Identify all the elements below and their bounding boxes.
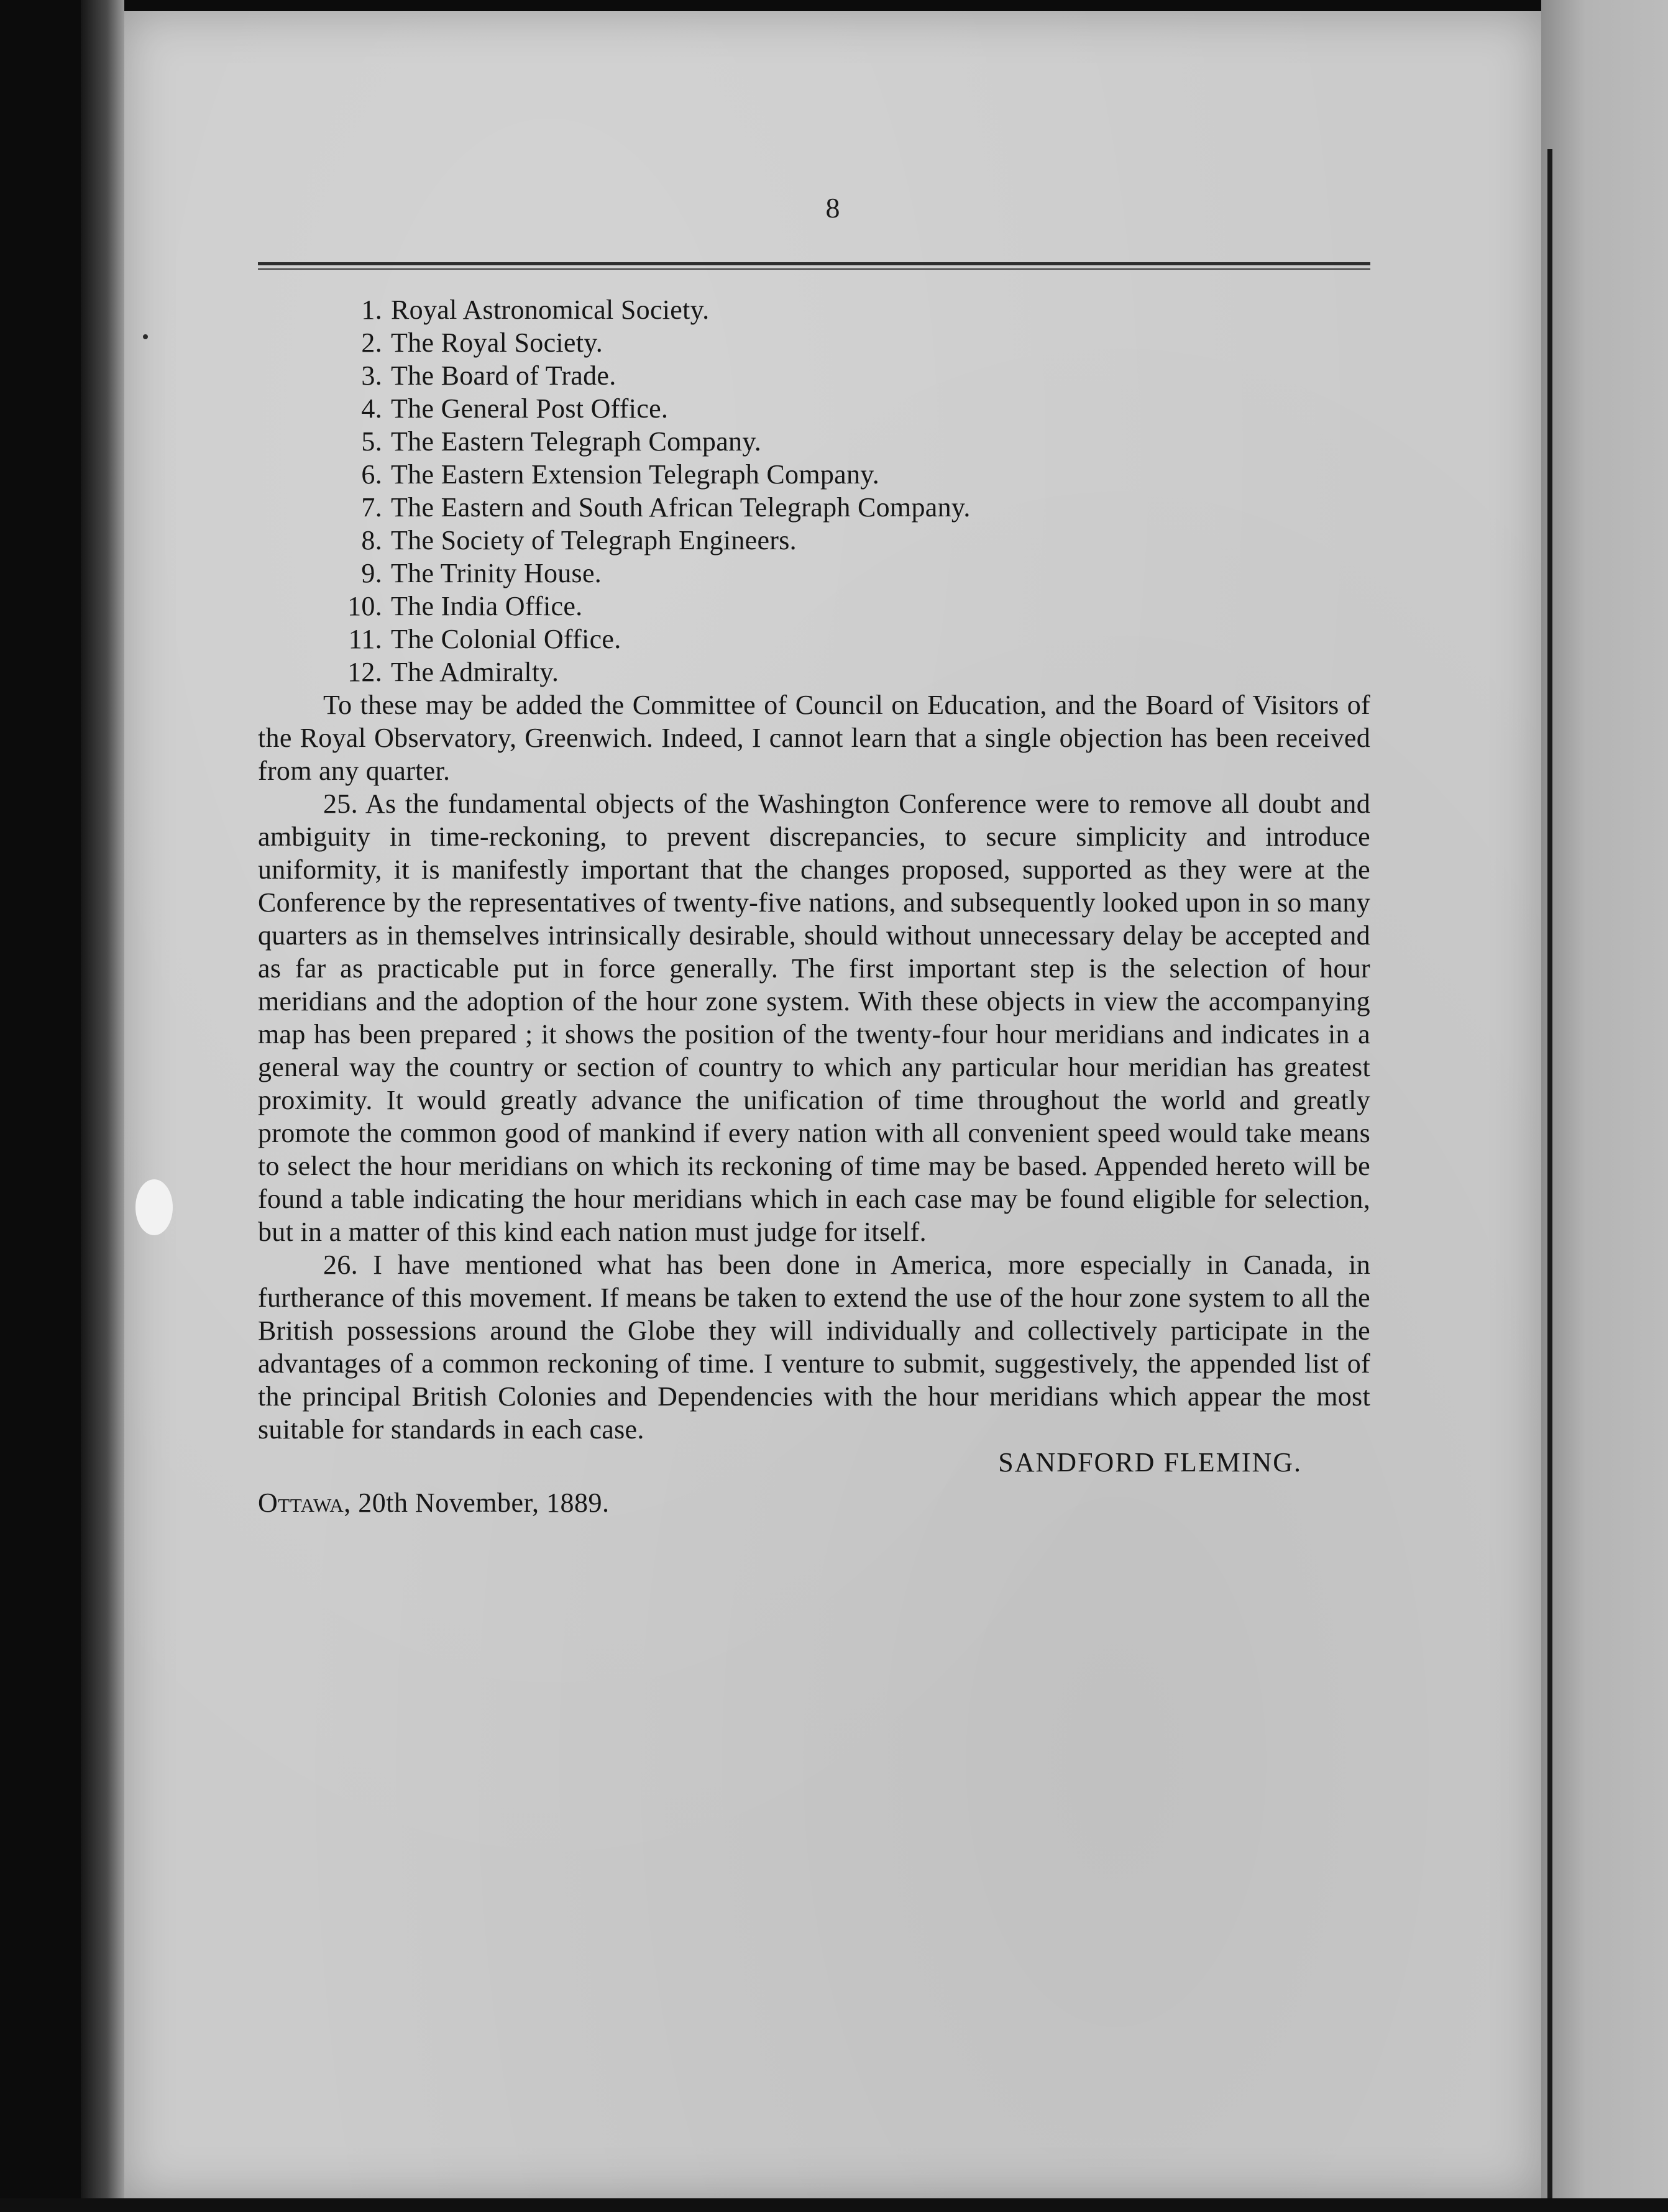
scan-blemish [135,1179,173,1235]
list-number: 9. [361,558,382,588]
list-item [258,557,1370,590]
list-label: The Board of Trade. [391,360,616,391]
list-item [258,359,1370,392]
header-rule [258,262,1370,265]
list-number: 12. [347,657,382,687]
list-item [258,524,1370,557]
list-label: The Eastern and South African Telegraph Company. [391,492,971,523]
list-number: 4. [361,393,382,424]
list-item [258,623,1370,656]
scan-blemish [143,334,148,339]
document-page [124,11,1541,2200]
list-item [258,491,1370,524]
scan-left-edge [81,0,124,2212]
list-number: 6. [361,459,382,490]
header-rule-thin [258,268,1370,270]
list-label: The Colonial Office. [391,624,621,654]
list-number: 3. [361,360,382,391]
list-label: The General Post Office. [391,393,669,424]
list-label: The Admiralty. [391,657,559,687]
list-label: Royal Astronomical Society. [391,295,710,325]
list-item [258,590,1370,623]
dateline-place: Ottawa [258,1488,344,1518]
list-number: 11. [348,624,382,654]
list-item [258,326,1370,359]
paragraph-25: 25. As the fundamental objects of the Washington Conference were to remove all doubt and ambiguity in time-reckoning, to prevent discrepancies, to secure simplicity and introduce uniformity, it is manifestly important that the changes proposed, supported as they were at the Conference by the representatives of twenty-five nations, and subsequently looked upon in so many quarters as in themselves intrinsically desirable, should without unnecessary delay be accepted and as far as practicable put in force generally. The first important step is the selection of hour meridians and the adoption of the hour zone system. With these objects in view the accompanying map has been prepared ; it shows the position of the twenty-four hour meridians and indicates in a general way the country or section of country to which any particular hour meridian has greatest proximity. It would greatly advance the unification of time throughout the world and greatly promote the common good of mankind if every nation with all convenient speed would take means to select the hour meridians on which its reckoning of time may be based. Appended hereto will be found a table indicating the hour meridians which in each case may be found eligible for selection, but in a matter of this kind each nation must judge for itself. [258,788,1370,1247]
list-item [258,458,1370,491]
list-item [258,293,1370,326]
list-label: The Trinity House. [391,558,602,588]
list-item [258,392,1370,425]
paragraph-additional-bodies: To these may be added the Committee of Council on Education, and the Board of Visitors of the Royal Observatory, Greenwich. Indeed, I cannot learn that a single objection has been received from any quarter. [258,690,1370,786]
signature: SANDFORD FLEMING. [998,1447,1302,1478]
list-item [258,656,1370,688]
paragraph-26: 26. I have mentioned what has been done in America, more especially in Canada, in furtherance of this movement. If means be taken to extend the use of the hour zone system to all the British possessions around the Globe they will individually and collectively participate in the advantages of a common reckoning of time. I venture to submit, suggestively, the appended list of the principal British Colonies and Dependencies with the hour meridians which appear the most suitable for standards in each case. [258,1250,1370,1445]
list-number: 7. [361,492,382,523]
page-body [258,293,1370,1519]
adjacent-page-edge [1541,0,1668,2212]
list-number: 10. [347,591,382,621]
page-number: 8 [825,192,840,224]
page-gutter-line [1547,149,1552,2200]
list-number: 8. [361,525,382,555]
scan-bottom-edge [0,2198,1668,2212]
list-number: 2. [361,327,382,358]
list-item [258,425,1370,458]
list-label: The Society of Telegraph Engineers. [391,525,797,555]
list-label: The Eastern Extension Telegraph Company. [391,459,880,490]
list-number: 5. [361,426,382,457]
dateline [258,1486,1370,1519]
list-label: The India Office. [391,591,583,621]
dateline-date: , 20th November, 1889. [344,1488,610,1518]
list-label: The Eastern Telegraph Company. [391,426,762,457]
list-label: The Royal Society. [391,327,603,358]
organizations-list [258,293,1370,688]
list-number: 1. [361,295,382,325]
